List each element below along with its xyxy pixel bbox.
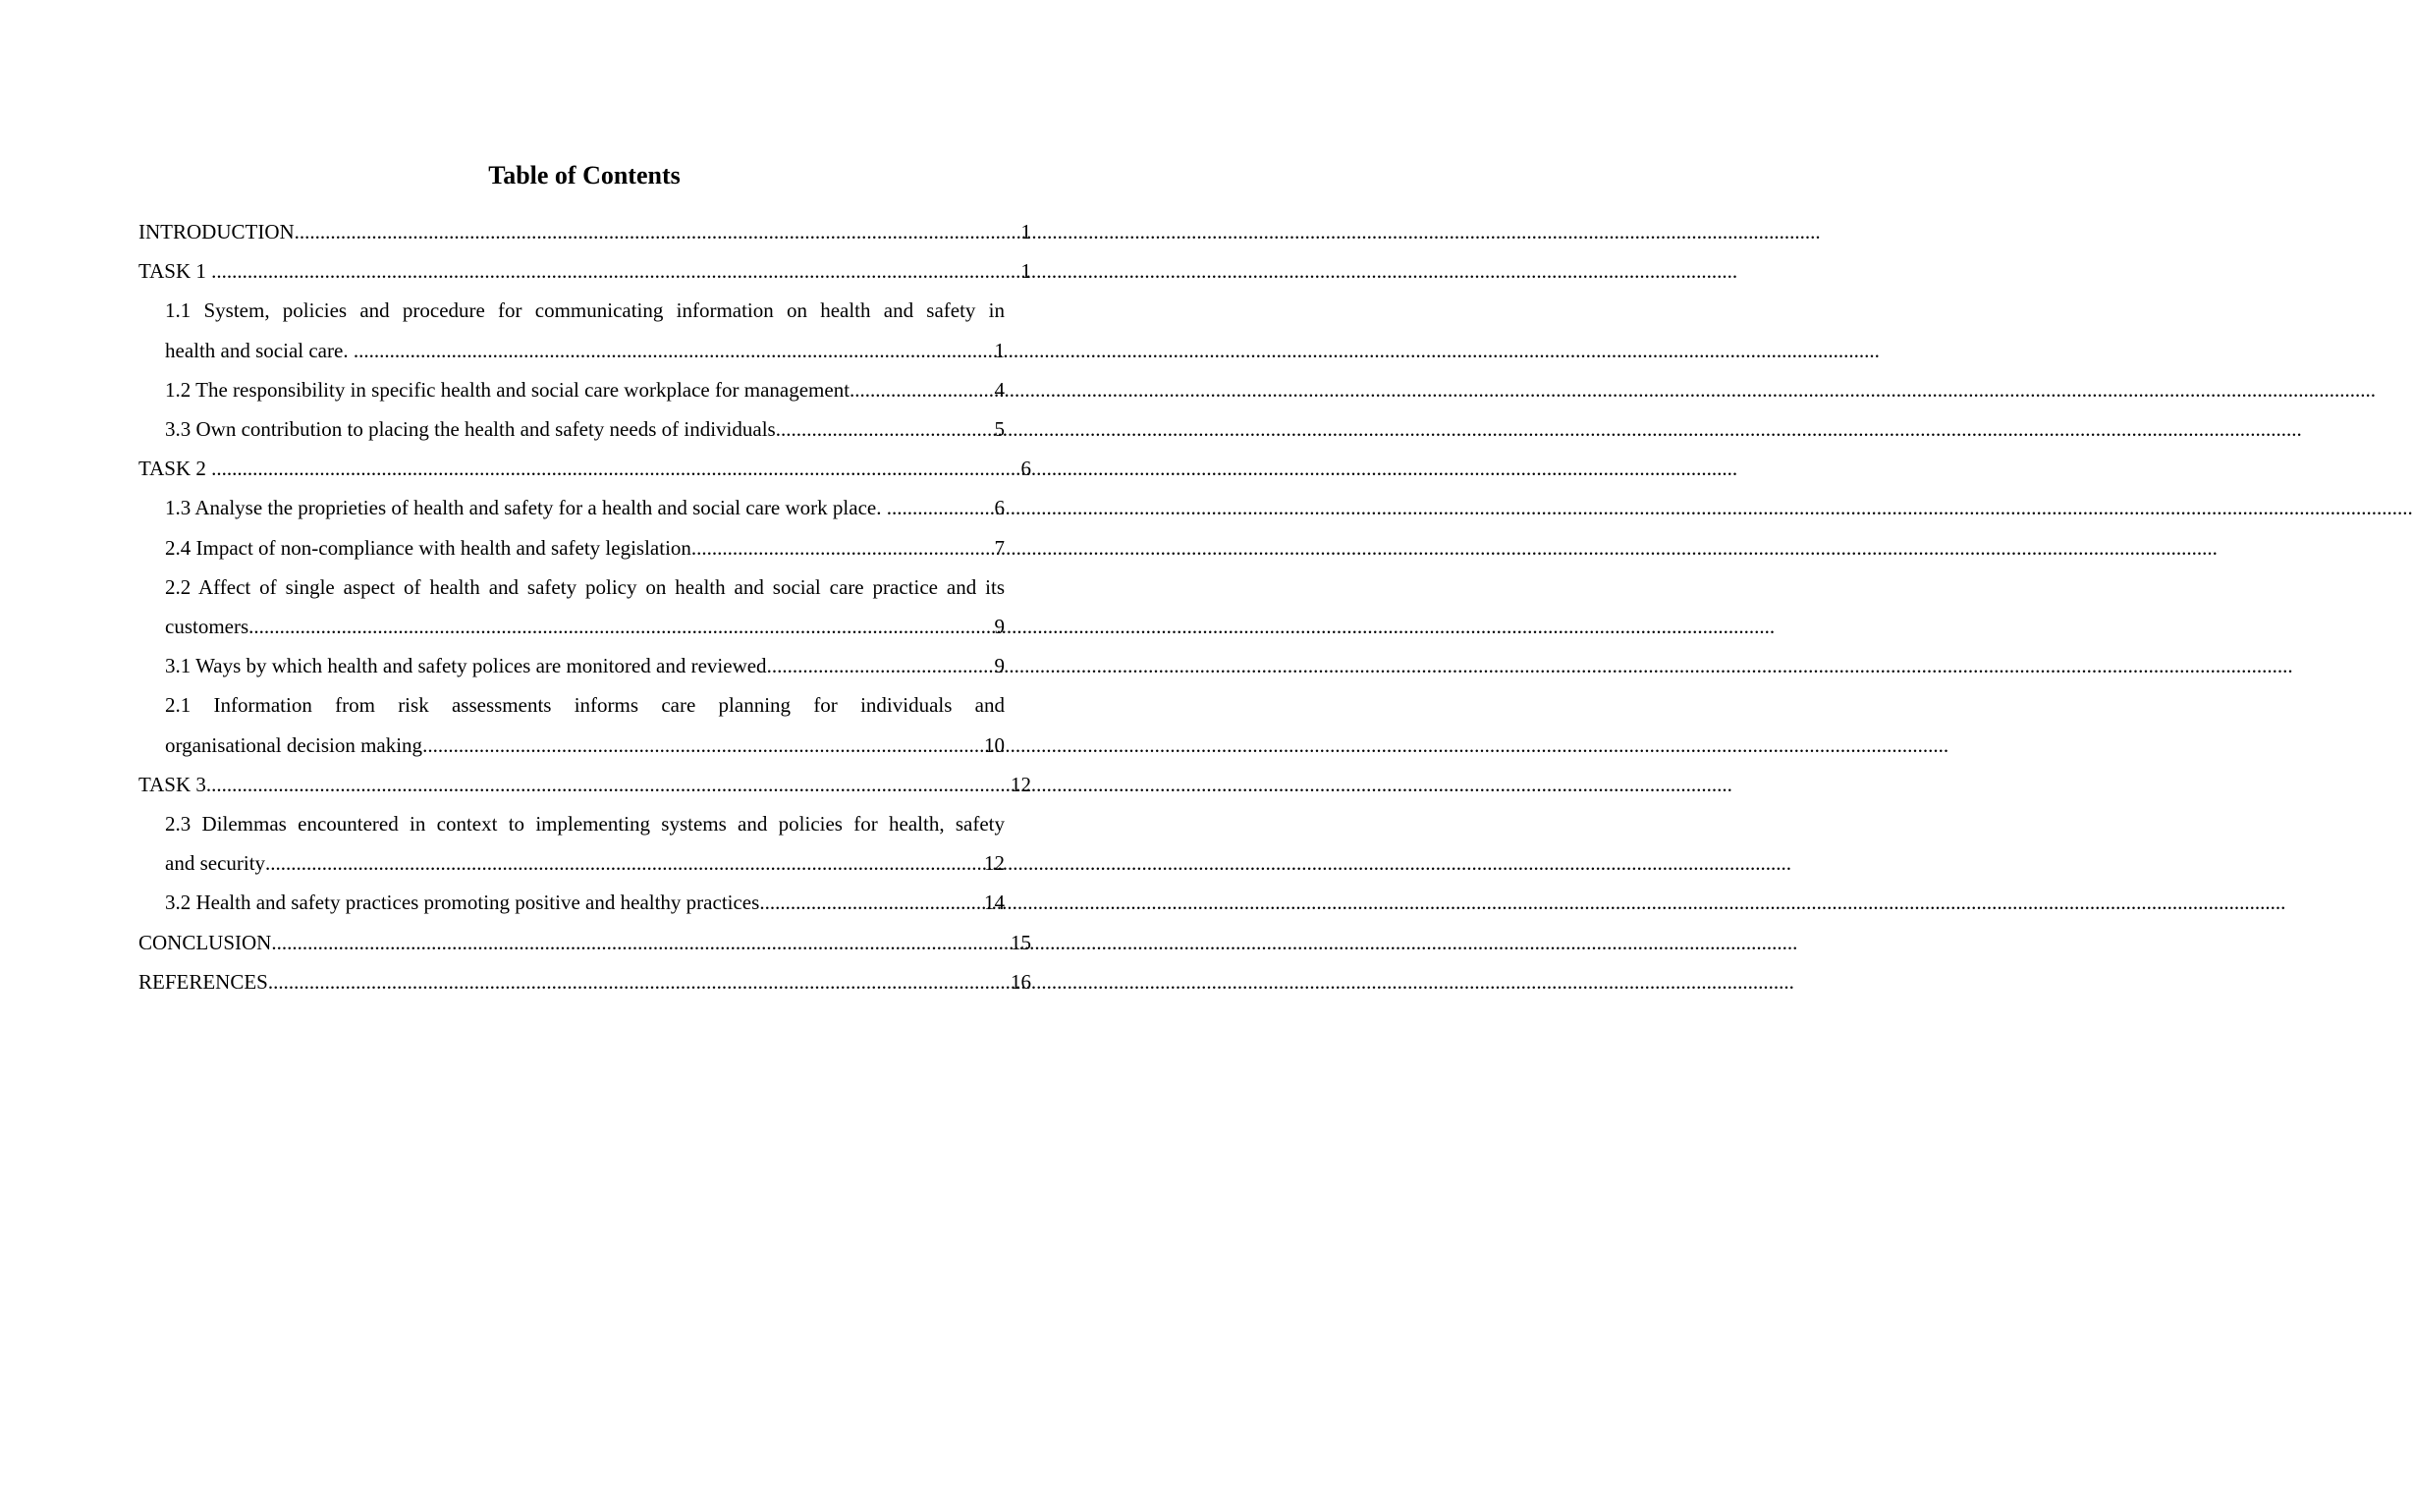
toc-entry-title: customers [165,615,249,638]
toc-entry[interactable] [165,685,1005,764]
toc-entry-title: 3.2 Health and safety practices promoting positive and healthy practices [165,891,760,915]
toc-entry[interactable] [165,804,1005,883]
toc-entry-title-line: 1.1 System, policies and procedure for communicating information on health and safety in [165,298,1005,323]
toc-entry-page-number: 12 [1011,772,1031,796]
toc-entry[interactable] [165,883,1005,922]
toc-entry-page-number: 10 [984,732,1005,757]
page-title: Table of Contents [488,161,681,189]
toc-entry-title: 1.3 Analyse the proprieties of health and safety for a health and social care work place. [165,496,887,520]
table-of-contents [138,212,1031,1001]
dot-leader [271,923,1011,962]
dot-leader [759,883,984,922]
toc-entry-title: 2.4 Impact of non-compliance with health and safety legislation [165,535,691,560]
toc-entry-page-number: 1 [1020,220,1031,243]
toc-entry[interactable] [138,449,1031,488]
dot-leader [354,331,995,370]
toc-entry-page-number: 15 [1011,930,1031,954]
toc-entry-page-number: 1 [994,338,1005,362]
toc-entry-title: INTRODUCTION [138,220,295,243]
toc-entry-page-number: 4 [994,377,1005,402]
toc-entry-title-line: 2.1 Information from risk assessments informs care planning for individuals and [165,693,1005,718]
dot-leader [422,726,984,765]
toc-entry[interactable] [138,212,1031,251]
toc-entry[interactable] [138,251,1031,291]
toc-entry-page-number: 9 [994,615,1005,638]
toc-entry-page-number: 14 [984,891,1005,915]
dot-leader [206,765,1011,804]
toc-entry-page-number: 1 [1020,259,1031,284]
toc-entry-title: 3.3 Own contribution to placing the health and safety needs of individuals [165,417,776,441]
dot-leader [248,607,994,646]
toc-entry-page-number: 6 [994,496,1005,520]
toc-entry-page-number: 6 [1020,457,1031,481]
dot-leader [691,528,995,567]
toc-entry-title-line: 2.3 Dilemmas encountered in context to implementing systems and policies for health, safety [165,812,1005,836]
toc-entry-page-number: 12 [984,851,1005,876]
toc-entry-title-line: 2.2 Affect of single aspect of health and safety policy on health and social care practice and its [165,574,1005,599]
toc-entry[interactable] [165,567,1005,646]
toc-entry-title: 3.1 Ways by which health and safety polices are monitored and reviewed [165,654,767,678]
toc-entry-title: 1.2 The responsibility in specific health and social care workplace for management [165,377,850,402]
dot-leader [776,409,995,449]
dot-leader [211,449,1020,488]
toc-entry-title: REFERENCES [138,969,268,994]
toc-entry-title: CONCLUSION [138,930,272,954]
toc-entry[interactable] [138,765,1031,804]
toc-entry[interactable] [165,291,1005,369]
dot-leader [887,488,995,527]
toc-entry[interactable] [138,962,1031,1001]
dot-leader [211,251,1020,291]
toc-entry-title: and security [165,851,266,876]
toc-entry[interactable] [165,409,1005,449]
toc-entry-page-number: 9 [994,654,1005,678]
toc-entry[interactable] [165,488,1005,527]
toc-entry-title: health and social care. [165,338,354,362]
toc-entry-title: TASK 1 [138,259,212,284]
document-page [0,0,1169,1512]
toc-entry[interactable] [138,923,1031,962]
dot-leader [767,646,995,685]
toc-entry-title: organisational decision making [165,732,423,757]
toc-entry-page-number: 5 [994,417,1005,441]
toc-entry-page-number: 16 [1011,969,1031,994]
toc-entry[interactable] [165,370,1005,409]
dot-leader [850,370,994,409]
toc-entry-title: TASK 2 [138,457,212,481]
dot-leader [268,962,1011,1001]
dot-leader [295,212,1021,251]
toc-entry[interactable] [165,528,1005,567]
toc-entry[interactable] [165,646,1005,685]
toc-entry-page-number: 7 [994,535,1005,560]
toc-entry-title: TASK 3 [138,772,206,796]
dot-leader [265,843,984,883]
